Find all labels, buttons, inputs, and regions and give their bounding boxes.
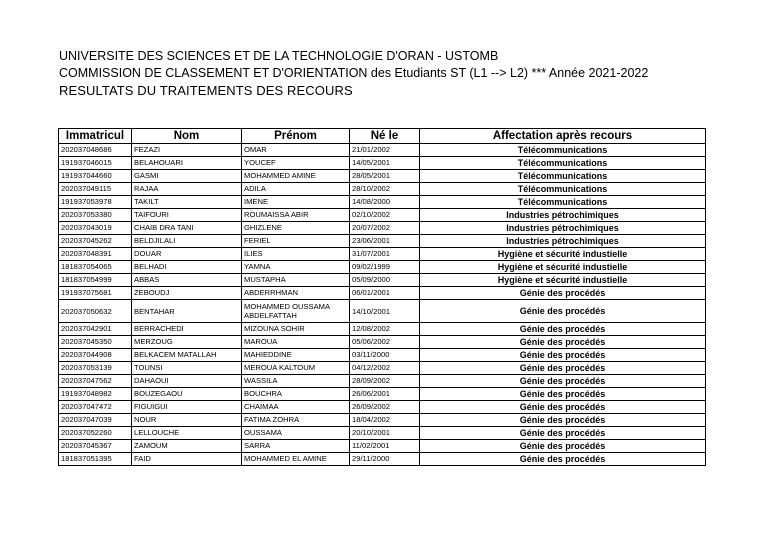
cell-immatricul: 181837051395 (59, 453, 132, 466)
cell-immatricul: 202037047039 (59, 414, 132, 427)
cell-immatricul: 202037045367 (59, 440, 132, 453)
cell-affectation: Télécommunications (420, 144, 706, 157)
cell-date-naissance: 26/09/2002 (350, 401, 420, 414)
cell-nom: NOUR (132, 414, 242, 427)
cell-nom: FAID (132, 453, 242, 466)
table-row (59, 300, 706, 323)
cell-immatricul: 202037050632 (59, 300, 132, 323)
cell-date-naissance: 14/05/2001 (350, 157, 420, 170)
cell-nom: RAJAA (132, 183, 242, 196)
table-row (59, 453, 706, 466)
cell-prenom: YAMNA (242, 261, 350, 274)
table-row (59, 157, 706, 170)
cell-prenom: IMENE (242, 196, 350, 209)
cell-nom: FEZAZI (132, 144, 242, 157)
table-row (59, 183, 706, 196)
cell-prenom: CHAIMAA (242, 401, 350, 414)
col-header-immatricul: Immatricul (59, 129, 132, 144)
cell-affectation: Génie des procédés (420, 401, 706, 414)
table-row (59, 362, 706, 375)
cell-immatricul: 202037047562 (59, 375, 132, 388)
cell-prenom: ADILA (242, 183, 350, 196)
cell-date-naissance: 21/01/2002 (350, 144, 420, 157)
cell-nom: ABBAS (132, 274, 242, 287)
cell-immatricul: 191937053978 (59, 196, 132, 209)
cell-date-naissance: 20/10/2001 (350, 427, 420, 440)
cell-date-naissance: 28/09/2002 (350, 375, 420, 388)
cell-prenom: MAHIEDDINE (242, 349, 350, 362)
table-row (59, 144, 706, 157)
table-row (59, 388, 706, 401)
table-row (59, 274, 706, 287)
cell-date-naissance: 14/08/2000 (350, 196, 420, 209)
table-row (59, 222, 706, 235)
table-row (59, 336, 706, 349)
col-header-affectation: Affectation après recours (420, 129, 706, 144)
table-row (59, 440, 706, 453)
cell-affectation: Génie des procédés (420, 287, 706, 300)
cell-affectation: Génie des procédés (420, 300, 706, 323)
table-row (59, 170, 706, 183)
cell-immatricul: 202037045350 (59, 336, 132, 349)
cell-date-naissance: 09/02/1999 (350, 261, 420, 274)
cell-immatricul: 191937048982 (59, 388, 132, 401)
cell-affectation: Génie des procédés (420, 323, 706, 336)
cell-nom: DOUAR (132, 248, 242, 261)
cell-date-naissance: 12/08/2002 (350, 323, 420, 336)
cell-nom: BELHADI (132, 261, 242, 274)
cell-affectation: Hygiène et sécurité industielle (420, 248, 706, 261)
cell-date-naissance: 05/09/2000 (350, 274, 420, 287)
cell-immatricul: 202037053139 (59, 362, 132, 375)
cell-affectation: Génie des procédés (420, 336, 706, 349)
cell-nom: CHAIB DRA TANI (132, 222, 242, 235)
cell-prenom: ILIES (242, 248, 350, 261)
table-row (59, 235, 706, 248)
cell-immatricul: 202037048391 (59, 248, 132, 261)
cell-nom: BENTAHAR (132, 300, 242, 323)
cell-prenom: ROUMAISSA ABIR (242, 209, 350, 222)
cell-date-naissance: 31/07/2001 (350, 248, 420, 261)
document-header (59, 48, 648, 99)
col-header-prenom: Prénom (242, 129, 350, 144)
cell-nom: BELAHOUARI (132, 157, 242, 170)
cell-nom: DAHAOUI (132, 375, 242, 388)
cell-prenom: MOHAMMED EL AMINE (242, 453, 350, 466)
cell-prenom: MIZOUNA SOHIR (242, 323, 350, 336)
cell-date-naissance: 28/10/2002 (350, 183, 420, 196)
table-body (59, 144, 706, 466)
cell-nom: BELDJILALI (132, 235, 242, 248)
table-row (59, 414, 706, 427)
cell-immatricul: 202037049115 (59, 183, 132, 196)
cell-date-naissance: 14/10/2001 (350, 300, 420, 323)
cell-immatricul: 202037042901 (59, 323, 132, 336)
cell-immatricul: 202037045262 (59, 235, 132, 248)
cell-affectation: Industries pétrochimiques (420, 209, 706, 222)
cell-immatricul: 191937044660 (59, 170, 132, 183)
cell-affectation: Télécommunications (420, 157, 706, 170)
cell-affectation: Génie des procédés (420, 414, 706, 427)
cell-date-naissance: 11/02/2001 (350, 440, 420, 453)
cell-immatricul: 191937075681 (59, 287, 132, 300)
cell-nom: ZAMOUM (132, 440, 242, 453)
cell-immatricul: 181837054999 (59, 274, 132, 287)
cell-prenom: MUSTAPHA (242, 274, 350, 287)
cell-prenom: MOHAMMED OUSSAMA ABDELFATTAH (242, 300, 350, 323)
table-row (59, 323, 706, 336)
cell-date-naissance: 05/06/2002 (350, 336, 420, 349)
table-row (59, 209, 706, 222)
cell-nom: BOUZEGAOU (132, 388, 242, 401)
cell-immatricul: 202037053380 (59, 209, 132, 222)
cell-prenom: FATIMA ZOHRA (242, 414, 350, 427)
cell-nom: TOUNSI (132, 362, 242, 375)
results-table (58, 128, 706, 466)
table-row (59, 248, 706, 261)
cell-affectation: Télécommunications (420, 170, 706, 183)
table-row (59, 261, 706, 274)
cell-date-naissance: 02/10/2002 (350, 209, 420, 222)
table-row (59, 401, 706, 414)
col-header-date: Né le (350, 129, 420, 144)
table-header-row (59, 129, 706, 144)
cell-date-naissance: 04/12/2002 (350, 362, 420, 375)
cell-affectation: Génie des procédés (420, 349, 706, 362)
cell-affectation: Génie des procédés (420, 362, 706, 375)
cell-nom: GASMI (132, 170, 242, 183)
university-title: UNIVERSITE DES SCIENCES ET DE LA TECHNOLOGIE D'ORAN - USTOMB (59, 49, 499, 63)
cell-prenom: OMAR (242, 144, 350, 157)
cell-immatricul: 202037044908 (59, 349, 132, 362)
cell-nom: FIGUIGUI (132, 401, 242, 414)
cell-nom: TAIFOURI (132, 209, 242, 222)
cell-prenom: WASSILA (242, 375, 350, 388)
cell-nom: BELKACEM MATALLAH (132, 349, 242, 362)
cell-prenom: SARRA (242, 440, 350, 453)
cell-nom: BERRACHEDI (132, 323, 242, 336)
cell-immatricul: 202037047472 (59, 401, 132, 414)
cell-prenom: YOUCEF (242, 157, 350, 170)
cell-affectation: Industries pétrochimiques (420, 235, 706, 248)
cell-date-naissance: 03/11/2000 (350, 349, 420, 362)
table-row (59, 349, 706, 362)
cell-prenom: OUSSAMA (242, 427, 350, 440)
cell-affectation: Industries pétrochimiques (420, 222, 706, 235)
cell-affectation: Génie des procédés (420, 427, 706, 440)
cell-immatricul: 191937046015 (59, 157, 132, 170)
cell-affectation: Génie des procédés (420, 453, 706, 466)
cell-date-naissance: 29/11/2000 (350, 453, 420, 466)
table-row (59, 427, 706, 440)
cell-immatricul: 181837054065 (59, 261, 132, 274)
table-row (59, 196, 706, 209)
cell-affectation: Génie des procédés (420, 375, 706, 388)
cell-nom: ZEBOUDJ (132, 287, 242, 300)
cell-nom: MERZOUG (132, 336, 242, 349)
table-row (59, 375, 706, 388)
cell-date-naissance: 26/06/2001 (350, 388, 420, 401)
cell-affectation: Télécommunications (420, 183, 706, 196)
cell-date-naissance: 18/04/2002 (350, 414, 420, 427)
cell-date-naissance: 28/05/2001 (350, 170, 420, 183)
cell-prenom: ABDERRHMAN (242, 287, 350, 300)
cell-affectation: Hygiène et sécurité industielle (420, 274, 706, 287)
cell-date-naissance: 23/06/2001 (350, 235, 420, 248)
commission-title: COMMISSION DE CLASSEMENT ET D'ORIENTATION des Etudiants ST (L1 --> L2) *** Année 2021-2022 (59, 66, 649, 80)
cell-prenom: MEROUA KALTOUM (242, 362, 350, 375)
cell-nom: LELLOUCHE (132, 427, 242, 440)
cell-prenom: FERIEL (242, 235, 350, 248)
cell-affectation: Génie des procédés (420, 388, 706, 401)
cell-affectation: Génie des procédés (420, 440, 706, 453)
cell-date-naissance: 06/01/2001 (350, 287, 420, 300)
results-title: RESULTATS DU TRAITEMENTS DES RECOURS (59, 83, 353, 98)
cell-affectation: Télécommunications (420, 196, 706, 209)
cell-prenom: MAROUA (242, 336, 350, 349)
cell-affectation: Hygiène et sécurité industielle (420, 261, 706, 274)
col-header-nom: Nom (132, 129, 242, 144)
cell-immatricul: 202037052260 (59, 427, 132, 440)
cell-date-naissance: 20/07/2002 (350, 222, 420, 235)
cell-prenom: GHIZLENE (242, 222, 350, 235)
cell-nom: TAKILT (132, 196, 242, 209)
cell-immatricul: 202037048686 (59, 144, 132, 157)
cell-prenom: BOUCHRA (242, 388, 350, 401)
table-row (59, 287, 706, 300)
cell-prenom: MOHAMMED AMINE (242, 170, 350, 183)
cell-immatricul: 202037043019 (59, 222, 132, 235)
